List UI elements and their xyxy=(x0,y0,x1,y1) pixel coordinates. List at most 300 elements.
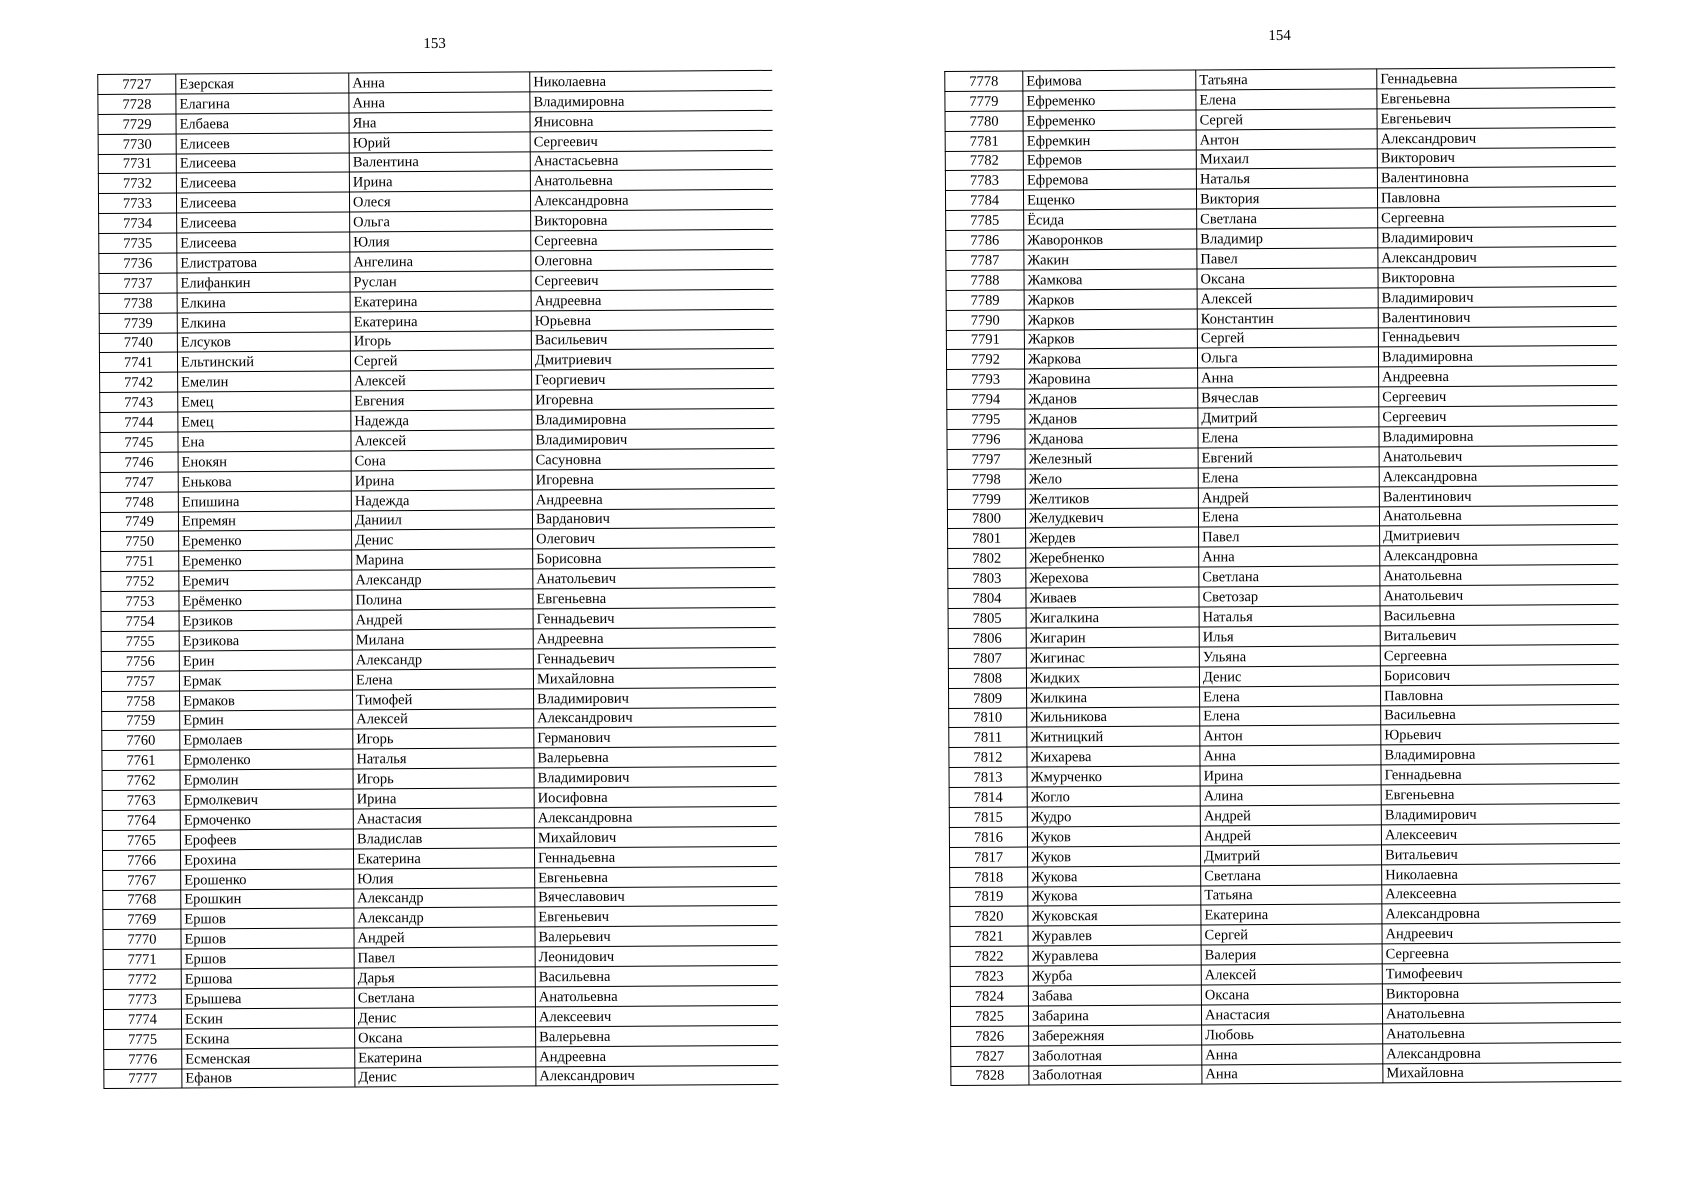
patronymic: Дмитриевич xyxy=(1380,525,1619,546)
patronymic: Александровна xyxy=(530,190,773,211)
patronymic: Александрович xyxy=(534,707,777,728)
last-name: Елкина xyxy=(177,312,350,333)
first-name: Ирина xyxy=(349,171,530,192)
row-number: 7815 xyxy=(949,807,1027,827)
last-name: Елисеева xyxy=(176,172,349,193)
first-name: Наталья xyxy=(1199,606,1380,627)
patronymic: Анатольевна xyxy=(530,170,773,191)
last-name: Елисеева xyxy=(176,153,349,174)
patronymic: Васильевна xyxy=(1380,604,1619,625)
first-name: Ангелина xyxy=(350,251,531,272)
first-name: Марина xyxy=(352,549,533,570)
patronymic: Владимировна xyxy=(530,90,773,111)
row-number: 7797 xyxy=(947,449,1025,469)
first-name: Полина xyxy=(352,589,533,610)
first-name: Александр xyxy=(352,649,533,670)
first-name: Светлана xyxy=(1197,208,1378,229)
patronymic: Васильевна xyxy=(535,965,778,986)
first-name: Юрий xyxy=(349,132,530,153)
row-number: 7745 xyxy=(100,432,178,452)
row-number: 7827 xyxy=(951,1046,1029,1066)
first-name: Тимофей xyxy=(353,688,534,709)
first-name: Алексей xyxy=(351,430,532,451)
first-name: Денис xyxy=(352,529,533,550)
row-number: 7754 xyxy=(101,611,179,631)
first-name: Олеся xyxy=(349,191,530,212)
row-number: 7804 xyxy=(948,588,1026,608)
first-name: Милана xyxy=(352,629,533,650)
row-number: 7750 xyxy=(101,531,179,551)
row-number: 7736 xyxy=(99,253,177,273)
last-name: Жигалкина xyxy=(1026,607,1199,628)
page-right xyxy=(944,26,1621,1090)
first-name: Антон xyxy=(1200,725,1381,746)
first-name: Игорь xyxy=(353,728,534,749)
patronymic: Геннадьевич xyxy=(1378,326,1617,347)
last-name: Жуковская xyxy=(1028,905,1201,926)
patronymic: Янисовна xyxy=(530,110,773,131)
last-name: Елагина xyxy=(176,93,349,114)
row-number: 7824 xyxy=(950,986,1028,1006)
last-name: Елисеева xyxy=(177,232,350,253)
row-number: 7764 xyxy=(102,810,180,830)
first-name: Екатерина xyxy=(355,1046,536,1067)
patronymic: Александрович xyxy=(1378,246,1617,267)
last-name: Журавлев xyxy=(1028,925,1201,946)
patronymic: Андреевна xyxy=(536,1045,779,1066)
first-name: Александр xyxy=(354,887,535,908)
row-number: 7786 xyxy=(946,230,1024,250)
last-name: Жаровина xyxy=(1025,368,1198,389)
patronymic: Михайловна xyxy=(1383,1062,1622,1083)
last-name: Еремич xyxy=(179,570,352,591)
first-name: Ульяна xyxy=(1199,646,1380,667)
first-name: Владислав xyxy=(353,828,534,849)
row-number: 7796 xyxy=(947,429,1025,449)
row-number: 7776 xyxy=(104,1049,182,1069)
last-name: Ёсида xyxy=(1024,209,1197,230)
last-name: Журба xyxy=(1028,965,1201,986)
last-name: Ефремова xyxy=(1023,169,1196,190)
patronymic: Александровна xyxy=(1380,545,1619,566)
row-number: 7823 xyxy=(950,966,1028,986)
patronymic: Геннадьевна xyxy=(534,846,777,867)
first-name: Ирина xyxy=(351,470,532,491)
last-name: Епишина xyxy=(178,491,351,512)
first-name: Алексей xyxy=(353,708,534,729)
first-name: Александр xyxy=(354,907,535,928)
row-number: 7790 xyxy=(946,310,1024,330)
last-name: Жихарева xyxy=(1027,746,1200,767)
last-name: Ельтинский xyxy=(177,351,350,372)
patronymic: Борисовна xyxy=(533,548,776,569)
row-number: 7741 xyxy=(99,352,177,372)
last-name: Ершова xyxy=(181,968,354,989)
row-number: 7812 xyxy=(949,747,1027,767)
last-name: Жакин xyxy=(1024,249,1197,270)
last-name: Ермоченко xyxy=(180,809,353,830)
patronymic: Александровна xyxy=(534,806,777,827)
first-name: Елена xyxy=(1200,685,1381,706)
patronymic: Андреевич xyxy=(1382,923,1621,944)
last-name: Желтиков xyxy=(1025,488,1198,509)
patronymic: Александрович xyxy=(1377,127,1616,148)
first-name: Игорь xyxy=(350,330,531,351)
patronymic: Валентиновна xyxy=(1377,167,1616,188)
row-number: 7787 xyxy=(946,250,1024,270)
patronymic: Тимофеевич xyxy=(1382,962,1621,983)
first-name: Даниил xyxy=(351,509,532,530)
row-number: 7743 xyxy=(100,392,178,412)
row-number: 7768 xyxy=(103,890,181,910)
patronymic: Евгеньевна xyxy=(1377,87,1616,108)
patronymic: Владимирович xyxy=(1378,286,1617,307)
last-name: Ерзикова xyxy=(179,630,352,651)
patronymic: Алексеевна xyxy=(1382,883,1621,904)
first-name: Евгений xyxy=(1198,447,1379,468)
last-name: Железный xyxy=(1025,448,1198,469)
row-number: 7788 xyxy=(946,270,1024,290)
row-number: 7801 xyxy=(948,528,1026,548)
row-number: 7770 xyxy=(103,929,181,949)
last-name: Жуков xyxy=(1027,846,1200,867)
row-number: 7828 xyxy=(951,1066,1029,1086)
last-name: Жукова xyxy=(1028,885,1201,906)
patronymic: Валентинович xyxy=(1379,485,1618,506)
last-name: Ершов xyxy=(181,948,354,969)
row-number: 7728 xyxy=(98,94,176,114)
first-name: Елена xyxy=(1198,467,1379,488)
patronymic: Сергеевна xyxy=(1380,644,1619,665)
patronymic: Михайлович xyxy=(534,826,777,847)
patronymic: Олегович xyxy=(533,528,776,549)
row-number: 7735 xyxy=(99,233,177,253)
first-name: Дарья xyxy=(354,967,535,988)
last-name: Епремян xyxy=(178,511,351,532)
first-name: Елена xyxy=(1198,506,1379,527)
patronymic: Анатольевна xyxy=(535,985,778,1006)
last-name: Ена xyxy=(178,431,351,452)
first-name: Екатерина xyxy=(350,311,531,332)
row-number: 7752 xyxy=(101,571,179,591)
patronymic: Александрович xyxy=(536,1065,779,1086)
patronymic: Андреевна xyxy=(1379,366,1618,387)
first-name: Павел xyxy=(1197,248,1378,269)
last-name: Емец xyxy=(178,411,351,432)
row-number: 7767 xyxy=(103,870,181,890)
row-number: 7763 xyxy=(102,790,180,810)
patronymic: Евгеньевна xyxy=(535,866,778,887)
last-name: Живаев xyxy=(1026,587,1199,608)
row-number: 7753 xyxy=(101,591,179,611)
first-name: Дмитрий xyxy=(1198,407,1379,428)
first-name: Анна xyxy=(1199,546,1380,567)
last-name: Ерзиков xyxy=(179,610,352,631)
patronymic: Анатольевна xyxy=(1380,565,1619,586)
patronymic: Владимирович xyxy=(534,687,777,708)
row-number: 7737 xyxy=(99,273,177,293)
row-number: 7759 xyxy=(102,711,180,731)
first-name: Валерия xyxy=(1201,944,1382,965)
patronymic: Васильевич xyxy=(531,329,774,350)
row-number: 7826 xyxy=(951,1026,1029,1046)
last-name: Жудро xyxy=(1027,806,1200,827)
first-name: Антон xyxy=(1196,129,1377,150)
last-name: Ермак xyxy=(179,670,352,691)
first-name: Алина xyxy=(1200,785,1381,806)
table-row xyxy=(951,1062,1622,1086)
patronymic: Сасуновна xyxy=(532,448,775,469)
row-number: 7808 xyxy=(948,668,1026,688)
last-name: Жигарин xyxy=(1026,627,1199,648)
last-name: Ерошкин xyxy=(181,888,354,909)
first-name: Валентина xyxy=(349,151,530,172)
row-number: 7746 xyxy=(100,452,178,472)
patronymic: Игоревна xyxy=(532,389,775,410)
patronymic: Дмитриевич xyxy=(531,349,774,370)
last-name: Житницкий xyxy=(1027,726,1200,747)
patronymic: Олеговна xyxy=(531,249,774,270)
first-name: Светлана xyxy=(354,987,535,1008)
row-number: 7766 xyxy=(102,850,180,870)
first-name: Андрей xyxy=(1200,805,1381,826)
first-name: Любовь xyxy=(1202,1024,1383,1045)
patronymic: Анатольевна xyxy=(1383,1022,1622,1043)
patronymic: Анатольевич xyxy=(1380,585,1619,606)
first-name: Павел xyxy=(1199,526,1380,547)
patronymic: Геннадьевич xyxy=(533,607,776,628)
first-name: Наталья xyxy=(1196,168,1377,189)
patronymic: Александровна xyxy=(1382,903,1621,924)
patronymic: Борисович xyxy=(1380,664,1619,685)
last-name: Ермолкевич xyxy=(180,789,353,810)
last-name: Ерин xyxy=(179,650,352,671)
patronymic: Сергеевич xyxy=(531,269,774,290)
row-number: 7765 xyxy=(102,830,180,850)
first-name: Наталья xyxy=(353,748,534,769)
row-number: 7793 xyxy=(947,369,1025,389)
row-number: 7813 xyxy=(949,767,1027,787)
row-number: 7772 xyxy=(103,969,181,989)
patronymic: Анатольевич xyxy=(1379,445,1618,466)
row-number: 7777 xyxy=(104,1069,182,1089)
row-number: 7814 xyxy=(949,787,1027,807)
first-name: Александр xyxy=(352,569,533,590)
last-name: Заболотная xyxy=(1029,1064,1202,1085)
first-name: Надежда xyxy=(351,490,532,511)
last-name: Емец xyxy=(178,391,351,412)
patronymic: Викторовна xyxy=(531,210,774,231)
patronymic: Васильевна xyxy=(1381,704,1620,725)
first-name: Руслан xyxy=(350,271,531,292)
patronymic: Владимирович xyxy=(1381,803,1620,824)
patronymic: Леонидович xyxy=(535,946,778,967)
patronymic: Анастасьевна xyxy=(530,150,773,171)
first-name: Оксана xyxy=(1201,984,1382,1005)
row-number: 7817 xyxy=(949,847,1027,867)
last-name: Жданов xyxy=(1025,408,1198,429)
first-name: Сергей xyxy=(1196,109,1377,130)
first-name: Юлия xyxy=(350,231,531,252)
patronymic: Сергеевна xyxy=(531,229,774,250)
last-name: Ермоленко xyxy=(180,749,353,770)
last-name: Ерышева xyxy=(181,988,354,1009)
row-number: 7822 xyxy=(950,946,1028,966)
last-name: Елкина xyxy=(177,292,350,313)
page-left xyxy=(97,30,778,1094)
last-name: Забава xyxy=(1028,985,1201,1006)
first-name: Екатерина xyxy=(1201,904,1382,925)
first-name: Дмитрий xyxy=(1200,845,1381,866)
row-number: 7761 xyxy=(102,750,180,770)
last-name: Жарков xyxy=(1024,329,1197,350)
first-name: Евгения xyxy=(351,390,532,411)
last-name: Жданова xyxy=(1025,428,1198,449)
last-name: Елистратова xyxy=(177,252,350,273)
first-name: Виктория xyxy=(1196,188,1377,209)
row-number: 7794 xyxy=(947,389,1025,409)
first-name: Алексей xyxy=(351,370,532,391)
row-number: 7739 xyxy=(99,313,177,333)
first-name: Елена xyxy=(1200,705,1381,726)
last-name: Ершов xyxy=(181,928,354,949)
first-name: Денис xyxy=(1199,666,1380,687)
row-number: 7738 xyxy=(99,293,177,313)
patronymic: Валентинович xyxy=(1378,306,1617,327)
row-number: 7820 xyxy=(950,906,1028,926)
patronymic: Павловна xyxy=(1377,187,1616,208)
first-name: Ирина xyxy=(353,788,534,809)
first-name: Михаил xyxy=(1196,148,1377,169)
last-name: Жело xyxy=(1025,468,1198,489)
row-number: 7785 xyxy=(946,210,1024,230)
last-name: Еременко xyxy=(179,530,352,551)
patronymic: Михайловна xyxy=(533,667,776,688)
first-name: Светозар xyxy=(1199,586,1380,607)
last-name: Ерёменко xyxy=(179,590,352,611)
page-number: 154 xyxy=(1268,27,1291,45)
first-name: Денис xyxy=(354,1007,535,1028)
first-name: Павел xyxy=(354,947,535,968)
patronymic: Алексеевич xyxy=(535,1005,778,1026)
patronymic: Николаевна xyxy=(530,70,773,91)
patronymic: Сергеевна xyxy=(1378,207,1617,228)
first-name: Анна xyxy=(1202,1043,1383,1064)
table-row xyxy=(104,1065,779,1089)
last-name: Забарина xyxy=(1028,1005,1201,1026)
row-number: 7782 xyxy=(945,151,1023,171)
roster-table xyxy=(97,70,778,1090)
patronymic: Сергеевич xyxy=(530,130,773,151)
patronymic: Евгеньевич xyxy=(1377,107,1616,128)
first-name: Ольга xyxy=(1197,347,1378,368)
last-name: Ермолин xyxy=(180,769,353,790)
patronymic: Владимировна xyxy=(1379,425,1618,446)
last-name: Ермин xyxy=(180,709,353,730)
row-number: 7755 xyxy=(101,631,179,651)
last-name: Елсуков xyxy=(177,332,350,353)
first-name: Елена xyxy=(352,669,533,690)
patronymic: Анатольевич xyxy=(533,568,776,589)
patronymic: Владимировна xyxy=(1381,744,1620,765)
patronymic: Андреевна xyxy=(531,289,774,310)
last-name: Ермолаев xyxy=(180,729,353,750)
patronymic: Викторович xyxy=(1377,147,1616,168)
patronymic: Сергеевич xyxy=(1379,406,1618,427)
patronymic: Александровна xyxy=(1379,465,1618,486)
row-number: 7749 xyxy=(100,512,178,532)
row-number: 7806 xyxy=(948,628,1026,648)
first-name: Анастасия xyxy=(1201,1004,1382,1025)
first-name: Юлия xyxy=(354,867,535,888)
patronymic: Анатольевна xyxy=(1379,505,1618,526)
patronymic: Вячеславович xyxy=(535,886,778,907)
row-number: 7810 xyxy=(949,708,1027,728)
row-number: 7775 xyxy=(104,1029,182,1049)
row-number: 7731 xyxy=(98,154,176,174)
last-name: Жогло xyxy=(1027,786,1200,807)
last-name: Ефремкин xyxy=(1023,130,1196,151)
row-number: 7729 xyxy=(98,114,176,134)
row-number: 7792 xyxy=(946,349,1024,369)
last-name: Ескин xyxy=(181,1008,354,1029)
patronymic: Варданович xyxy=(532,508,775,529)
patronymic: Николаевна xyxy=(1382,863,1621,884)
page-number: 153 xyxy=(423,35,446,53)
patronymic: Евгеньевна xyxy=(533,588,776,609)
last-name: Емелин xyxy=(178,371,351,392)
last-name: Ефременко xyxy=(1023,110,1196,131)
first-name: Анна xyxy=(349,92,530,113)
row-number: 7800 xyxy=(947,509,1025,529)
first-name: Светлана xyxy=(1199,566,1380,587)
last-name: Жильникова xyxy=(1027,706,1200,727)
row-number: 7780 xyxy=(945,111,1023,131)
last-name: Елифанкин xyxy=(177,272,350,293)
row-number: 7818 xyxy=(950,867,1028,887)
last-name: Ефремов xyxy=(1023,150,1196,171)
last-name: Елисеев xyxy=(176,133,349,154)
row-number: 7798 xyxy=(947,469,1025,489)
last-name: Жеребненко xyxy=(1026,547,1199,568)
first-name: Елена xyxy=(1196,89,1377,110)
last-name: Жерехова xyxy=(1026,567,1199,588)
patronymic: Валерьевна xyxy=(536,1025,779,1046)
patronymic: Евгеньевна xyxy=(1381,783,1620,804)
patronymic: Андреевна xyxy=(533,627,776,648)
first-name: Анна xyxy=(349,72,530,93)
first-name: Оксана xyxy=(1197,268,1378,289)
row-number: 7730 xyxy=(98,134,176,154)
patronymic: Витальевич xyxy=(1380,624,1619,645)
last-name: Ермаков xyxy=(180,690,353,711)
row-number: 7727 xyxy=(98,74,176,94)
last-name: Журавлева xyxy=(1028,945,1201,966)
first-name: Оксана xyxy=(355,1027,536,1048)
last-name: Забережняя xyxy=(1029,1025,1202,1046)
first-name: Ирина xyxy=(1200,765,1381,786)
row-number: 7784 xyxy=(945,190,1023,210)
patronymic: Анатольевна xyxy=(1382,1002,1621,1023)
row-number: 7783 xyxy=(945,170,1023,190)
patronymic: Геннадьевна xyxy=(1377,67,1616,88)
row-number: 7756 xyxy=(101,651,179,671)
last-name: Енькова xyxy=(178,471,351,492)
first-name: Ольга xyxy=(350,211,531,232)
patronymic: Владимировна xyxy=(532,409,775,430)
patronymic: Владимировна xyxy=(1378,346,1617,367)
row-number: 7734 xyxy=(99,213,177,233)
